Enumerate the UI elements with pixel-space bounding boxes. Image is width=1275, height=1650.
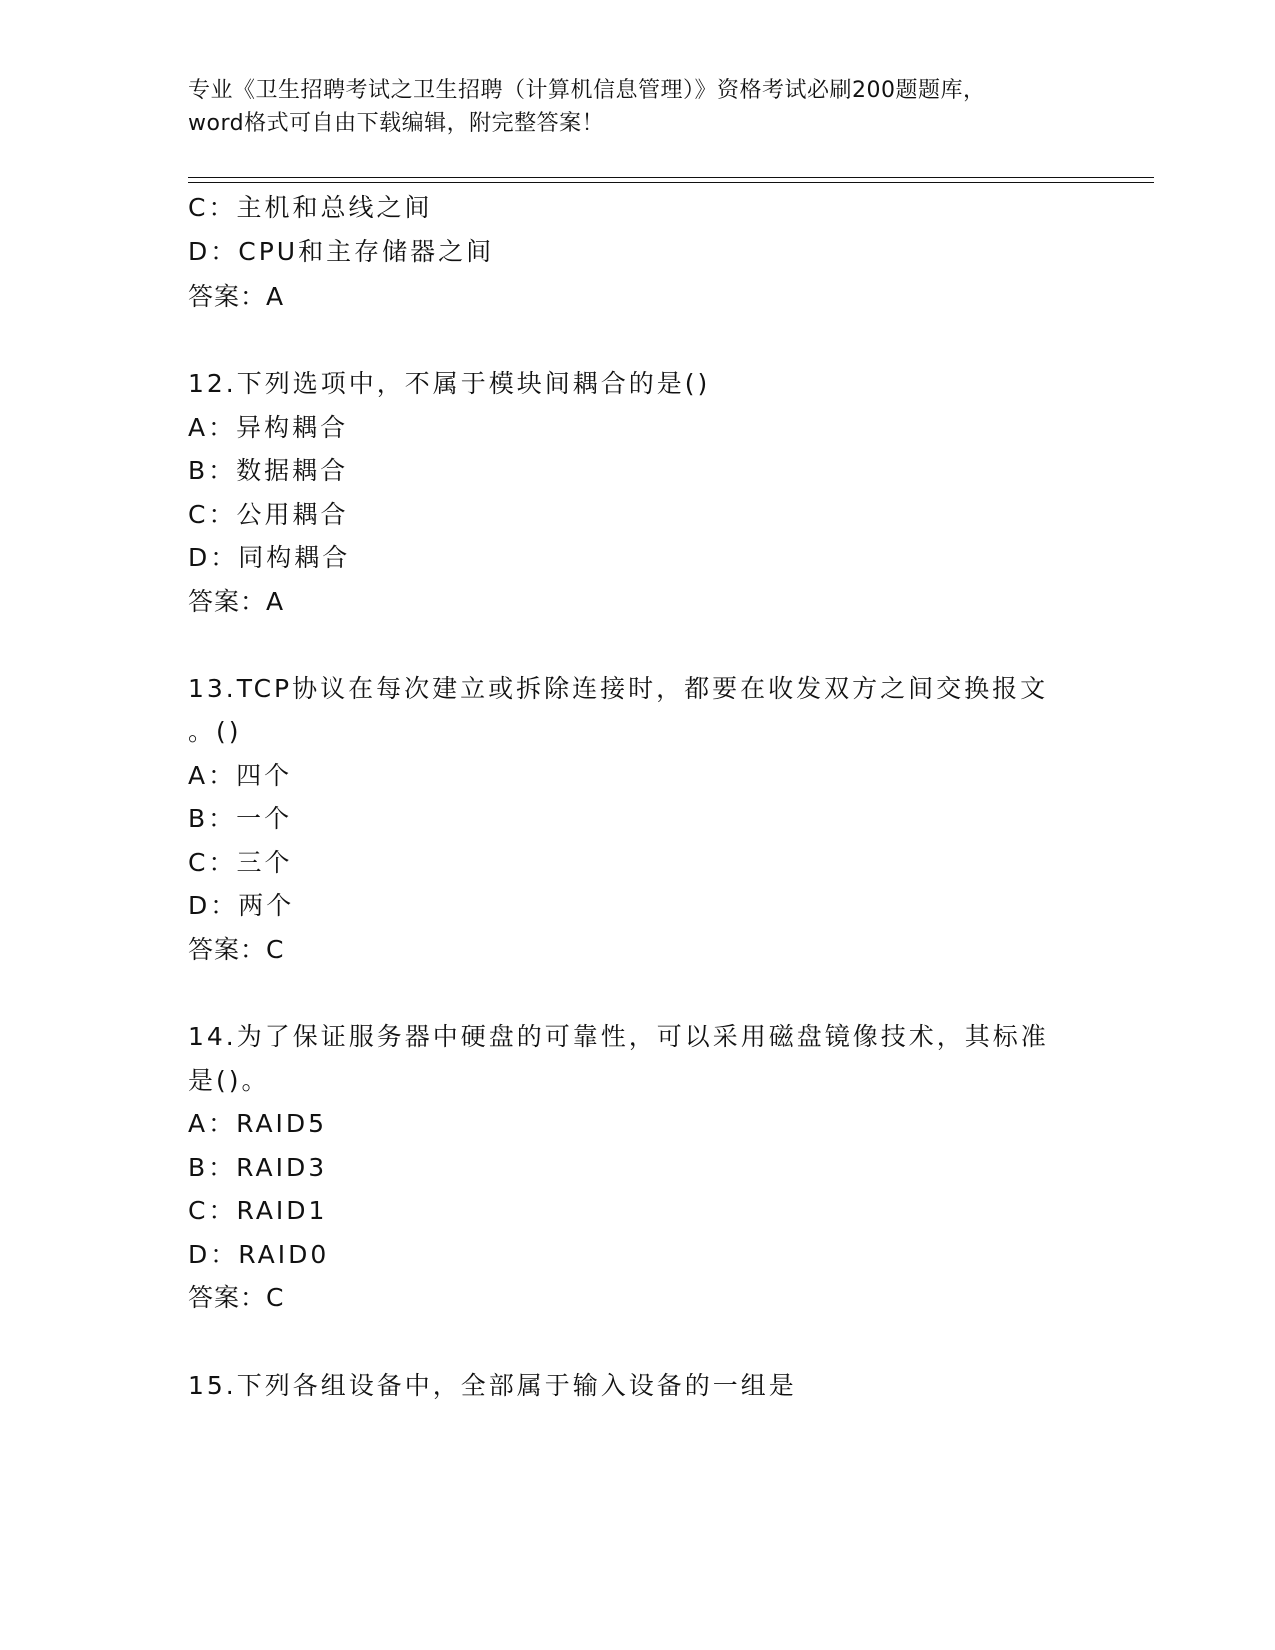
q14-stem-line-2: 是()。 xyxy=(188,1066,270,1095)
header-rule-top xyxy=(188,177,1154,178)
q12-option-d: D：同构耦合 xyxy=(188,543,351,572)
header-line-1: 专业《卫生招聘考试之卫生招聘（计算机信息管理）》资格考试必刷200题题库， xyxy=(188,78,986,103)
q12-option-b: B：数据耦合 xyxy=(188,456,349,485)
q12-option-a: A：异构耦合 xyxy=(188,413,349,442)
q15-stem: 15.下列各组设备中，全部属于输入设备的一组是 xyxy=(188,1371,797,1400)
q14-stem-line-1: 14.为了保证服务器中硬盘的可靠性，可以采用磁盘镜像技术，其标准 xyxy=(188,1022,1049,1051)
q13-option-d: D：两个 xyxy=(188,891,295,920)
q11-answer: 答案：A xyxy=(188,282,285,311)
q13-option-b: B：一个 xyxy=(188,804,293,833)
header-line-2: word格式可自由下载编辑，附完整答案！ xyxy=(188,111,605,136)
q12-option-c: C：公用耦合 xyxy=(188,500,349,529)
q12-answer: 答案：A xyxy=(188,587,285,616)
document-header xyxy=(188,74,1088,140)
q14-option-d: D：RAID0 xyxy=(188,1240,330,1269)
header-rule-bottom xyxy=(188,182,1154,183)
q13-answer: 答案：C xyxy=(188,935,285,964)
q13-option-a: A：四个 xyxy=(188,761,293,790)
q11-option-c: C：主机和总线之间 xyxy=(188,193,433,222)
q11-option-d: D：CPU和主存储器之间 xyxy=(188,237,495,266)
q14-option-c: C：RAID1 xyxy=(188,1196,328,1225)
q13-stem-line-2: 。() xyxy=(188,717,242,746)
q13-option-c: C：三个 xyxy=(188,848,293,877)
q14-option-a: A：RAID5 xyxy=(188,1109,328,1138)
q14-answer: 答案：C xyxy=(188,1283,285,1312)
q14-option-b: B：RAID3 xyxy=(188,1153,328,1182)
q12-stem: 12.下列选项中，不属于模块间耦合的是() xyxy=(188,369,711,398)
q13-stem-line-1: 13.TCP协议在每次建立或拆除连接时，都要在收发双方之间交换报文 xyxy=(188,674,1049,703)
